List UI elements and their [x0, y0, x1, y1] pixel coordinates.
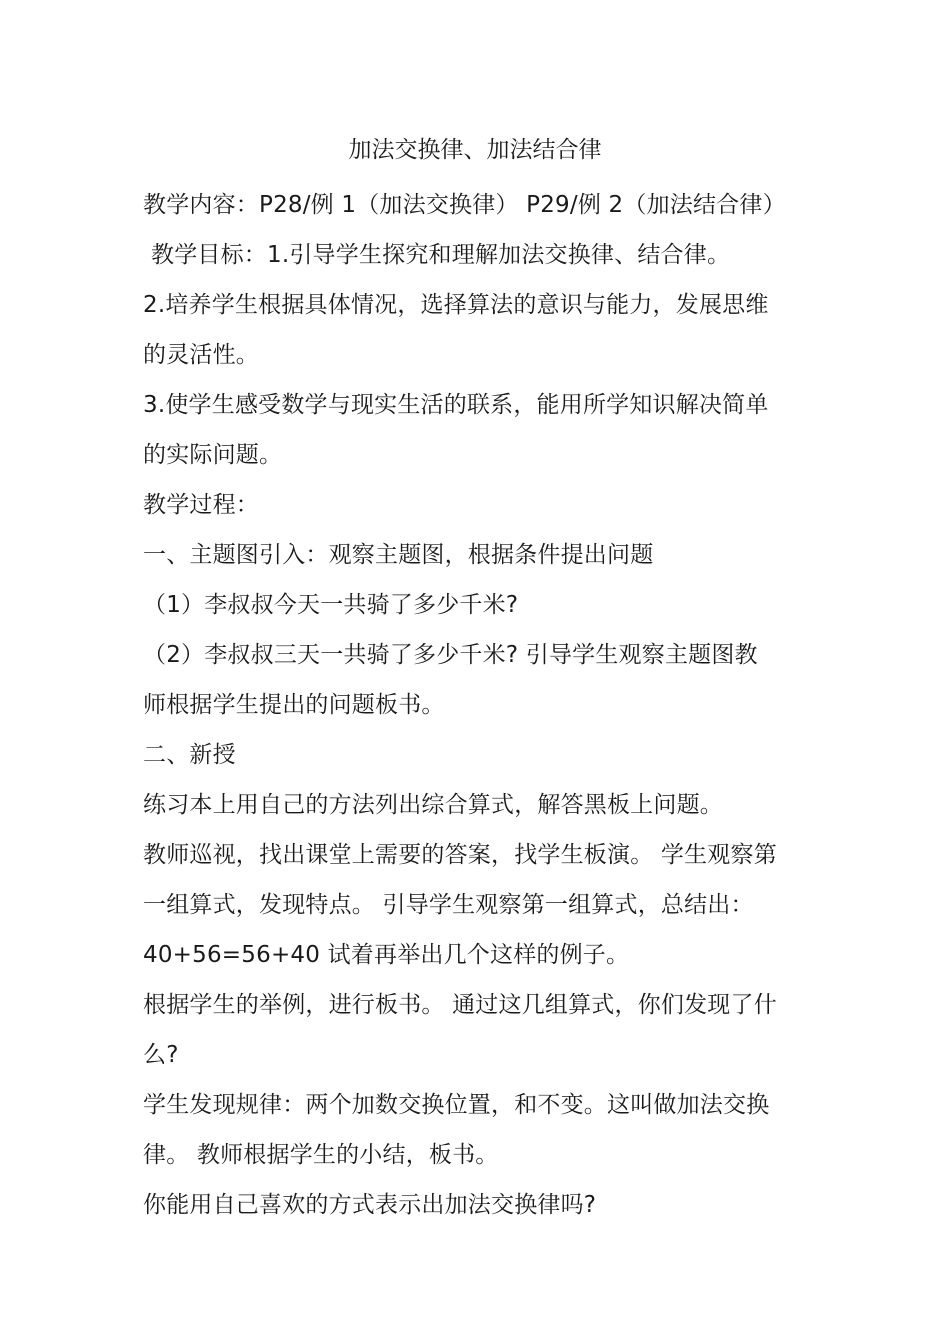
document-body	[143, 180, 803, 1230]
line-question-1: （1）李叔叔今天一共骑了多少千米?	[143, 592, 519, 618]
line-question-2a: （2）李叔叔三天一共骑了多少千米? 引导学生观察主题图教	[143, 642, 758, 668]
line-objective-3a: 3.使学生感受数学与现实生活的联系，能用所学知识解决简单	[143, 392, 769, 418]
line-objective-2a: 2.培养学生根据具体情况，选择算法的意识与能力，发展思维	[143, 292, 769, 318]
line-objective-3b: 的实际问题。	[143, 442, 283, 468]
line-patrol-a: 教师巡视，找出课堂上需要的答案，找学生板演。 学生观察第	[143, 842, 777, 868]
line-rule-b: 律。 教师根据学生的小结，板书。	[143, 1142, 499, 1168]
line-equation: 40+56=56+40 试着再举出几个这样的例子。	[143, 942, 630, 968]
line-examples-b: 么?	[143, 1042, 179, 1068]
document-title: 加法交换律、加法结合律	[348, 137, 602, 163]
line-content: 教学内容：P28/例 1（加法交换律） P29/例 2（加法结合律）	[143, 192, 786, 218]
line-final-question: 你能用自己喜欢的方式表示出加法交换律吗?	[143, 1192, 597, 1218]
line-process-heading: 教学过程：	[143, 492, 259, 518]
line-section-1: 一、主题图引入：观察主题图，根据条件提出问题	[143, 542, 654, 568]
line-objectives: 教学目标：1.引导学生探究和理解加法交换律、结合律。	[151, 242, 731, 268]
line-question-2b: 师根据学生提出的问题板书。	[143, 692, 445, 718]
line-practice: 练习本上用自己的方法列出综合算式，解答黑板上问题。	[143, 792, 723, 818]
line-rule-a: 学生发现规律：两个加数交换位置，和不变。这叫做加法交换	[143, 1092, 770, 1118]
line-section-2: 二、新授	[143, 742, 236, 768]
line-objective-2b: 的灵活性。	[143, 342, 259, 368]
line-examples-a: 根据学生的举例，进行板书。 通过这几组算式，你们发现了什	[143, 992, 777, 1018]
line-patrol-b: 一组算式，发现特点。 引导学生观察第一组算式，总结出：	[143, 892, 754, 918]
